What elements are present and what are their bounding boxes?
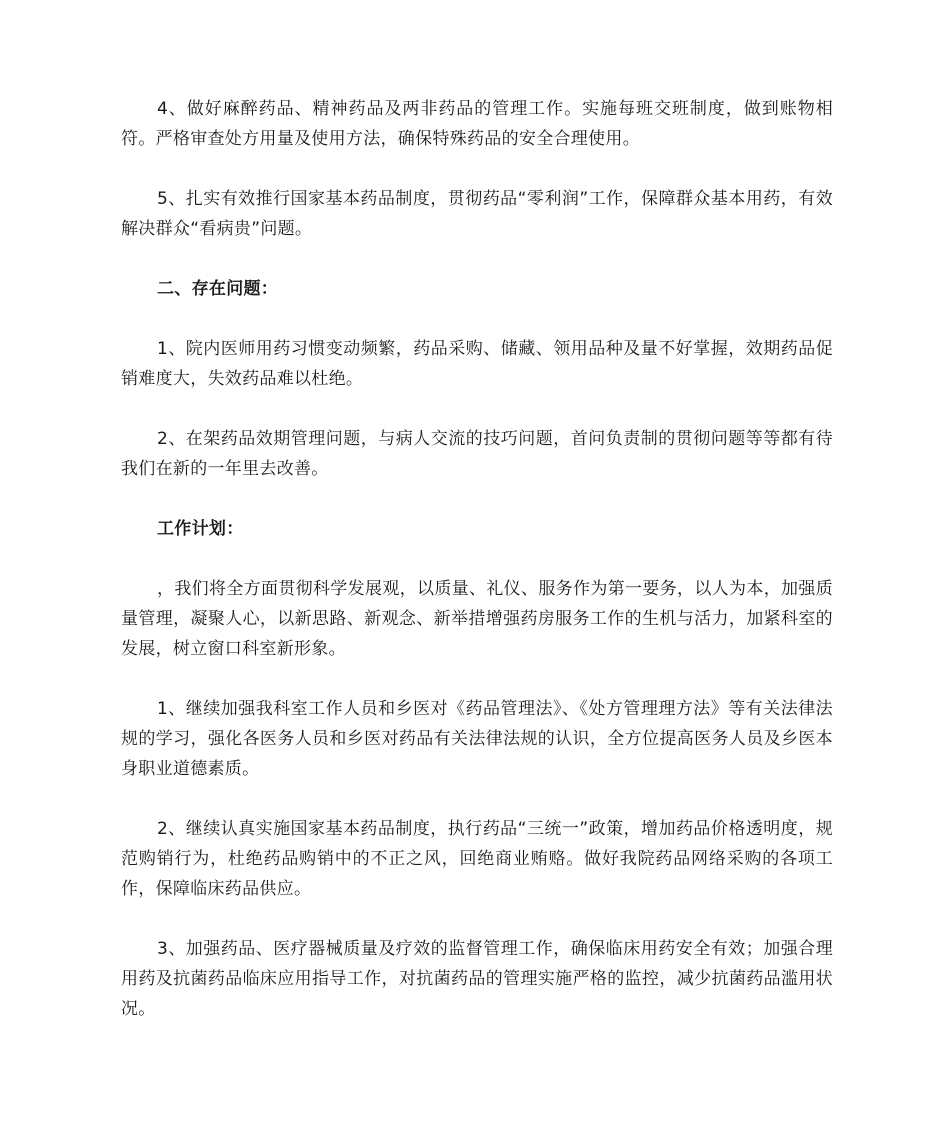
paragraph-item-5: 5、扎实有效推行国家基本药品制度，贯彻药品“零利润”工作，保障群众基本用药，有效解决群众“看病贵”问题。 bbox=[121, 189, 833, 239]
paragraph-plan-intro: ，我们将全方面贯彻科学发展观，以质量、礼仪、服务作为第一要务，以人为本，加强质量管理，凝聚人心，以新思路、新观念、新举措增强药房服务工作的生机与活力，加紧科室的发展，树立窗口科室新形象。 bbox=[121, 579, 833, 659]
paragraph-problem-1: 1、院内医师用药习惯变动频繁，药品采购、储藏、领用品种及量不好掌握，效期药品促销难度大，失效药品难以杜绝。 bbox=[121, 339, 833, 389]
paragraph-plan-3: 3、加强药品、医疗器械质量及疗效的监督管理工作，确保临床用药安全有效；加强合理用药及抗菌药品临床应用指导工作，对抗菌药品的管理实施严格的监控，减少抗菌药品滥用状况。 bbox=[121, 939, 833, 1019]
section-heading-work-plan: 工作计划： bbox=[157, 519, 244, 539]
paragraph-item-4: 4、做好麻醉药品、精神药品及两非药品的管理工作。实施每班交班制度，做到账物相符。严格审查处方用量及使用方法，确保特殊药品的安全合理使用。 bbox=[121, 99, 833, 149]
section-heading-problems: 二、存在问题： bbox=[157, 279, 279, 299]
paragraph-problem-2: 2、在架药品效期管理问题，与病人交流的技巧问题，首问负责制的贯彻问题等等都有待我们在新的一年里去改善。 bbox=[121, 429, 833, 479]
paragraph-plan-2: 2、继续认真实施国家基本药品制度，执行药品“三统一”政策，增加药品价格透明度，规范购销行为，杜绝药品购销中的不正之风，回绝商业贿赂。做好我院药品网络采购的各项工作，保障临床药品供应。 bbox=[121, 819, 833, 899]
paragraph-plan-1: 1、继续加强我科室工作人员和乡医对《药品管理法》、《处方管理理方法》等有关法律法规的学习，强化各医务人员和乡医对药品有关法律法规的认识，全方位提高医务人员及乡医本身职业道德素质。 bbox=[121, 699, 833, 779]
document-body bbox=[121, 94, 833, 1054]
